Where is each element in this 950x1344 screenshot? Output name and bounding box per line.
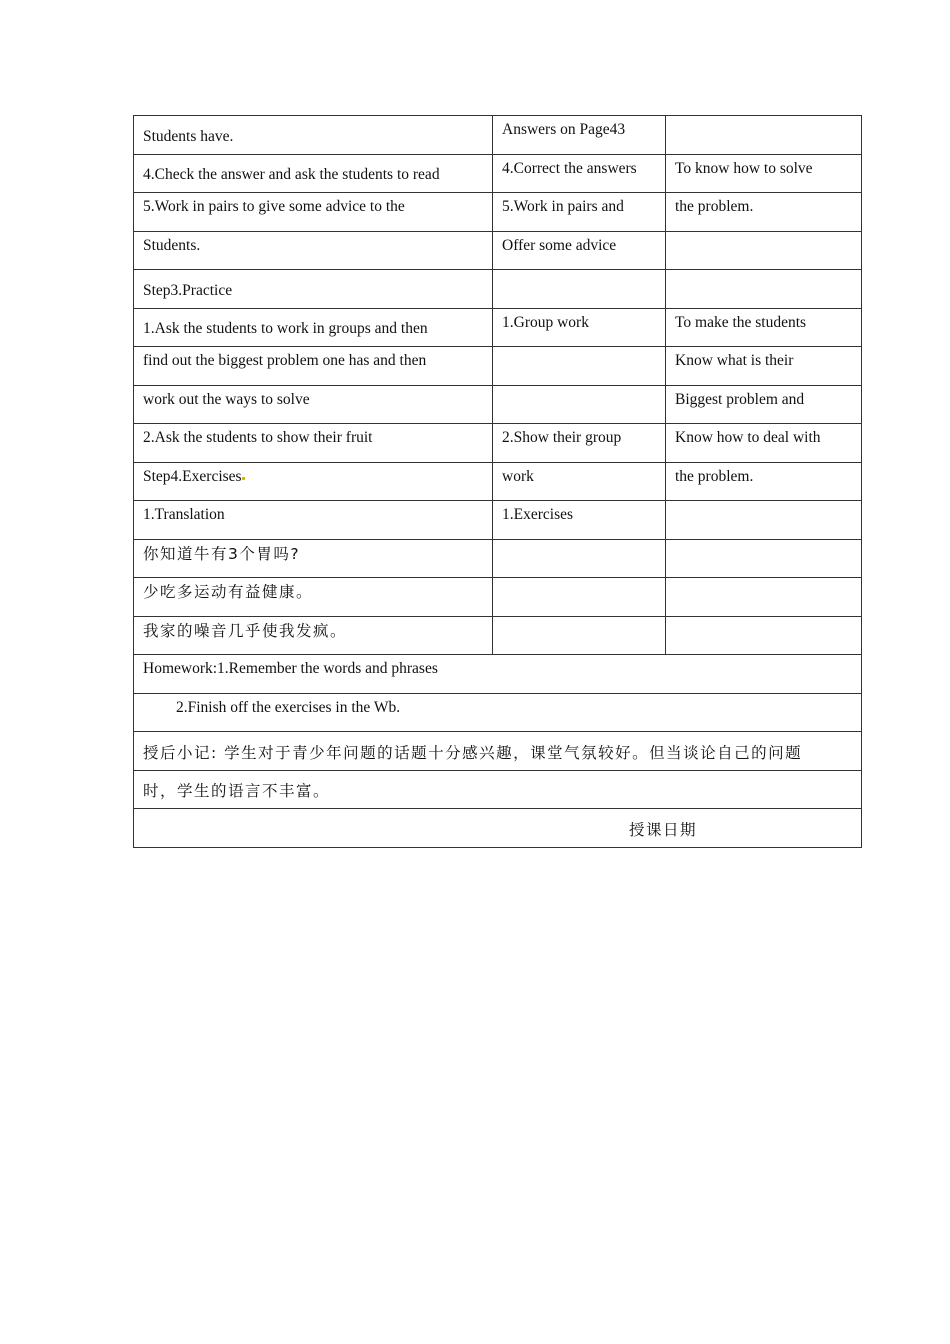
table-cell: 1.Exercises: [493, 501, 666, 540]
table-cell: [493, 616, 666, 655]
table-row: [134, 501, 862, 540]
table-row: [134, 578, 862, 617]
table-cell: [493, 347, 666, 386]
table-row: [134, 732, 862, 771]
reflection-line-2: 时，学生的语言不丰富。: [134, 770, 862, 809]
table-cell: 少吃多运动有益健康。: [134, 578, 493, 617]
table-cell: [666, 270, 862, 309]
table-cell: 2.Show their group: [493, 424, 666, 463]
table-cell: 1.Translation: [134, 501, 493, 540]
homework-line-1: Homework:1.Remember the words and phrases: [134, 655, 862, 694]
table-cell: To make the students: [666, 308, 862, 347]
table-cell: 4.Check the answer and ask the students to read: [134, 154, 493, 193]
table-cell: Step3.Practice: [134, 270, 493, 309]
table-cell: Students have.: [134, 116, 493, 155]
table-cell: [666, 116, 862, 155]
table-cell: the problem.: [666, 193, 862, 232]
table-row: [134, 385, 862, 424]
table-cell: [493, 270, 666, 309]
table-row: [134, 809, 862, 848]
table-cell: 1.Group work: [493, 308, 666, 347]
table-cell: find out the biggest problem one has and then: [134, 347, 493, 386]
table-cell: Answers on Page43: [493, 116, 666, 155]
table-cell: 你知道牛有3个胃吗?: [134, 539, 493, 578]
table-cell: Students.: [134, 231, 493, 270]
table-row: [134, 770, 862, 809]
table-cell: [134, 462, 493, 501]
lesson-plan-table: [133, 115, 862, 848]
table-cell: [666, 539, 862, 578]
highlight-mark: [242, 477, 245, 480]
table-cell: Know what is their: [666, 347, 862, 386]
table-cell: Know how to deal with: [666, 424, 862, 463]
step4-label: Step4.Exercises: [143, 467, 242, 485]
table-row: [134, 308, 862, 347]
table-cell: 我家的噪音几乎使我发疯。: [134, 616, 493, 655]
table-cell: 1.Ask the students to work in groups and then: [134, 308, 493, 347]
reflection-line-1: 授后小记: 学生对于青少年问题的话题十分感兴趣，课堂气氛较好。但当谈论自己的问题: [134, 732, 862, 771]
table-cell: [666, 231, 862, 270]
table-cell: work out the ways to solve: [134, 385, 493, 424]
table-row: [134, 270, 862, 309]
table-cell: [666, 616, 862, 655]
table-cell: 5.Work in pairs to give some advice to the: [134, 193, 493, 232]
table-cell: [666, 578, 862, 617]
homework-line-2: 2.Finish off the exercises in the Wb.: [134, 693, 862, 732]
table-row: [134, 116, 862, 155]
table-row: [134, 231, 862, 270]
table-row: [134, 539, 862, 578]
table-cell: Biggest problem and: [666, 385, 862, 424]
table-cell: the problem.: [666, 462, 862, 501]
table-row: [134, 154, 862, 193]
table-cell: Offer some advice: [493, 231, 666, 270]
table-row: [134, 616, 862, 655]
table-cell: work: [493, 462, 666, 501]
table-row: [134, 424, 862, 463]
table-cell: [493, 385, 666, 424]
table-row: [134, 693, 862, 732]
table-row: [134, 347, 862, 386]
table-cell: To know how to solve: [666, 154, 862, 193]
table-row: [134, 462, 862, 501]
table-row: [134, 655, 862, 694]
table-cell: [493, 578, 666, 617]
table-cell: [493, 539, 666, 578]
table-cell: 2.Ask the students to show their fruit: [134, 424, 493, 463]
table-cell: 4.Correct the answers: [493, 154, 666, 193]
table-cell: [666, 501, 862, 540]
table-row: [134, 193, 862, 232]
table-cell: 5.Work in pairs and: [493, 193, 666, 232]
teaching-date-label: 授课日期: [134, 809, 862, 848]
